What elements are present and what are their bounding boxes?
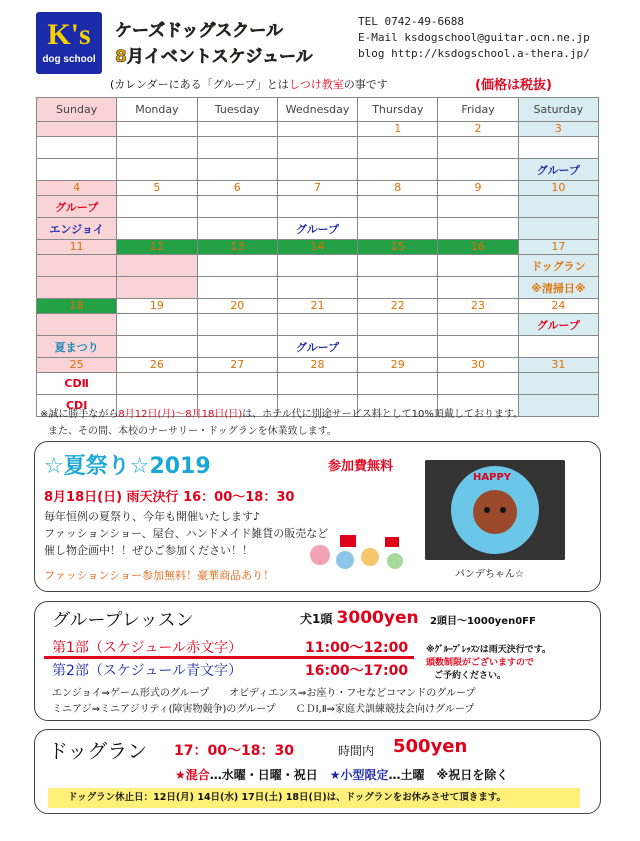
dogrun-within: 時間内 xyxy=(338,744,375,758)
divider xyxy=(44,656,414,659)
calendar-date: 23 xyxy=(438,299,518,314)
calendar-event xyxy=(518,395,598,417)
calendar-date: 30 xyxy=(438,358,518,373)
calendar-date: 3 xyxy=(518,122,598,137)
calendar-date: 15 xyxy=(358,240,438,255)
day-header-sunday: Sunday xyxy=(37,98,117,122)
calendar-event xyxy=(197,255,277,277)
calendar-event xyxy=(358,373,438,395)
calendar-event xyxy=(438,218,518,240)
contact-info xyxy=(358,14,590,62)
calendar-event xyxy=(37,314,117,336)
festival-body-3: 催し物企画中！！ぜひご参加ください！！ xyxy=(44,544,253,557)
calendar-date: 1 xyxy=(358,122,438,137)
calendar-note xyxy=(110,76,388,92)
calendar-event xyxy=(117,314,197,336)
dog-photo xyxy=(425,460,565,560)
calendar-event xyxy=(358,255,438,277)
calendar-event xyxy=(277,159,357,181)
group-definition-2: ミニアジ⇒ミニアジリティ(障害物競争)のグループ ＣＤⅠ,Ⅱ⇒家庭犬訓練競技会向けグループ xyxy=(52,704,475,715)
group-second-dog: 2頭目～1000yen0FF xyxy=(430,616,536,627)
calendar-date: 16 xyxy=(438,240,518,255)
calendar-date: 17 xyxy=(518,240,598,255)
calendar-date xyxy=(117,122,197,137)
festival-title: ☆夏祭り☆2019 xyxy=(44,454,211,479)
group-title: グループレッスン xyxy=(52,610,194,631)
calendar-event xyxy=(117,255,197,277)
photo-caption: パンデちゃん☆ xyxy=(455,569,524,580)
calendar-event xyxy=(117,373,197,395)
group-time-1: 11:00～12:00 xyxy=(305,640,409,656)
festival-date: 8月18日(日) 雨天決行 16：00～18：30 xyxy=(44,490,295,505)
calendar xyxy=(36,97,599,417)
group-price-value: 3000yen xyxy=(336,608,419,628)
calendar-event xyxy=(518,373,598,395)
calendar-event: ※清掃日※ xyxy=(518,277,598,299)
calendar-event xyxy=(518,196,598,218)
notice-post: は、ホテル代に別途サービス料として10%頂戴しております。 xyxy=(242,409,524,420)
calendar-event xyxy=(117,137,197,159)
calendar-date: 8 xyxy=(358,181,438,196)
calendar-event: エンジョイ xyxy=(37,218,117,240)
calendar-date xyxy=(277,122,357,137)
contact-tel: TEL 0742-49-6688 xyxy=(358,15,464,28)
calendar-date: 19 xyxy=(117,299,197,314)
calendar-date: 26 xyxy=(117,358,197,373)
calendar-event xyxy=(277,196,357,218)
calendar-event xyxy=(197,314,277,336)
calendar-event: 夏まつり xyxy=(37,336,117,358)
calendar-date: 6 xyxy=(197,181,277,196)
logo-text: K's xyxy=(47,18,91,51)
calendar-event xyxy=(197,336,277,358)
calendar-event xyxy=(358,137,438,159)
calendar-event: グループ xyxy=(518,159,598,181)
calendar-event xyxy=(358,159,438,181)
calendar-event: グループ xyxy=(277,336,357,358)
group-part-1: 第1部（スケジュール赤文字） xyxy=(52,640,243,656)
calendar-event xyxy=(117,159,197,181)
dogrun-mixed-days: …水曜・日曜・祝日 xyxy=(209,768,330,782)
calendar-event xyxy=(117,218,197,240)
calendar-event: グループ xyxy=(518,314,598,336)
calendar-date: 12 xyxy=(117,240,197,255)
calendar-date: 28 xyxy=(277,358,357,373)
calendar-date: 13 xyxy=(197,240,277,255)
calendar-event xyxy=(438,255,518,277)
calendar-event xyxy=(518,336,598,358)
group-note-3: ご予約ください。 xyxy=(434,671,507,681)
contact-email[interactable]: E-Mail ksdogschool@guitar.ocn.ne.jp xyxy=(358,31,590,44)
group-part-2: 第2部（スケジュール青文字） xyxy=(52,663,243,679)
group-note-2: 頭数制限がございますので xyxy=(426,658,535,668)
calendar-date: 9 xyxy=(438,181,518,196)
calendar-event xyxy=(438,373,518,395)
festival-illustration xyxy=(300,525,420,584)
calendar-date: 18 xyxy=(37,299,117,314)
calendar-date: 14 xyxy=(277,240,357,255)
calendar-event xyxy=(277,277,357,299)
calendar-event xyxy=(197,277,277,299)
calendar-date: 2 xyxy=(438,122,518,137)
calendar-date: 29 xyxy=(358,358,438,373)
dogrun-time: 17：00～18：30 xyxy=(174,743,294,759)
day-header-saturday: Saturday xyxy=(518,98,598,122)
day-header-tuesday: Tuesday xyxy=(197,98,277,122)
calendar-event: CDⅡ xyxy=(37,373,117,395)
festival-body-1: 毎年恒例の夏祭り、今年も開催いたします♪ xyxy=(44,510,261,523)
calendar-event xyxy=(197,218,277,240)
calendar-event xyxy=(277,373,357,395)
group-price xyxy=(300,608,419,628)
calendar-date: 7 xyxy=(277,181,357,196)
calendar-date: 10 xyxy=(518,181,598,196)
calendar-event xyxy=(197,196,277,218)
notice-line-1 xyxy=(40,405,523,420)
calendar-event: グループ xyxy=(37,196,117,218)
calendar-event xyxy=(197,373,277,395)
calendar-event xyxy=(518,218,598,240)
calendar-event xyxy=(117,196,197,218)
notice-pre: ※誠に勝手ながら xyxy=(40,409,119,420)
day-header-thursday: Thursday xyxy=(358,98,438,122)
calendar-event: グループ xyxy=(277,218,357,240)
calendar-event xyxy=(37,137,117,159)
calendar-event xyxy=(197,159,277,181)
day-header-wednesday: Wednesday xyxy=(277,98,357,122)
dogrun-small-days: …土曜 ※祝日を除く xyxy=(388,768,509,782)
calendar-event xyxy=(37,277,117,299)
calendar-date: 25 xyxy=(37,358,117,373)
calendar-event xyxy=(438,196,518,218)
group-note-1: ※ｸﾞﾙｰﾌﾟﾚｯｽﾝは雨天決行です。 xyxy=(426,645,552,655)
calendar-event xyxy=(37,255,117,277)
calendar-event xyxy=(358,277,438,299)
day-header-friday: Friday xyxy=(438,98,518,122)
calendar-date: 31 xyxy=(518,358,598,373)
calendar-event xyxy=(277,137,357,159)
calendar-event xyxy=(358,218,438,240)
notice-dates: 8月12日(月)～8月18日(日) xyxy=(118,409,243,420)
calendar-event xyxy=(438,314,518,336)
logo-subtext: dog school xyxy=(42,54,96,65)
contact-blog[interactable]: blog http://ksdogschool.a-thera.jp/ xyxy=(358,47,590,60)
calendar-event xyxy=(117,277,197,299)
festival-fee: 参加費無料 xyxy=(328,459,394,474)
group-definition-1: エンジョイ⇒ゲーム形式のグループ オビディエンス⇒お座り・フセなどコマンドのグループ xyxy=(52,688,476,699)
calendar-event xyxy=(438,159,518,181)
calendar-event xyxy=(197,137,277,159)
calendar-event xyxy=(358,196,438,218)
group-price-label: 犬1頭 xyxy=(300,612,333,626)
dogrun-closed-notice: ドッグラン休止日：12日(月) 14日(水) 17日(土) 18日(日)は、ドッグランをお休みさせて頂きます。 xyxy=(48,788,580,808)
group-time-2: 16:00～17:00 xyxy=(305,663,409,679)
dogrun-title: ドッグラン xyxy=(48,739,148,763)
school-name: ケーズドッグスクール xyxy=(115,21,283,41)
calendar-event xyxy=(358,336,438,358)
calendar-date xyxy=(197,122,277,137)
calendar-event xyxy=(117,336,197,358)
calendar-date: 4 xyxy=(37,181,117,196)
page-title: 8月イベントスケジュール xyxy=(115,47,313,67)
calendar-date: 22 xyxy=(358,299,438,314)
dogrun-schedule xyxy=(175,766,508,783)
dogrun-small: ★小型限定 xyxy=(329,768,389,782)
notice-line-2: また、その間、本校のナーサリー・ドッグランを休業致します。 xyxy=(48,426,337,437)
calendar-date: 20 xyxy=(197,299,277,314)
dogrun-mixed: ★混合 xyxy=(175,768,210,782)
calendar-event xyxy=(438,336,518,358)
calendar-event xyxy=(358,314,438,336)
festival-promo: ファッションショー参加無料！豪華商品あり！ xyxy=(44,569,275,582)
calendar-date: 27 xyxy=(197,358,277,373)
calendar-event xyxy=(277,255,357,277)
logo xyxy=(36,12,102,74)
calendar-date xyxy=(37,122,117,137)
calendar-date: 24 xyxy=(518,299,598,314)
calendar-event: ドッグラン xyxy=(518,255,598,277)
day-header-monday: Monday xyxy=(117,98,197,122)
dogrun-price: 500yen xyxy=(393,736,468,757)
calendar-event xyxy=(438,277,518,299)
calendar-event xyxy=(277,314,357,336)
calendar-event xyxy=(37,159,117,181)
calendar-note-highlight: しつけ教室 xyxy=(288,78,344,91)
calendar-note-post: の事です xyxy=(343,78,388,91)
festival-body-2: ファッションショー、屋台、ハンドメイド雑貨の販売など xyxy=(44,527,329,540)
calendar-event: CDⅠ xyxy=(37,395,117,417)
calendar-date: 11 xyxy=(37,240,117,255)
calendar-event xyxy=(438,137,518,159)
photo-text: HAPPY xyxy=(473,472,512,483)
calendar-date: 5 xyxy=(117,181,197,196)
calendar-note-pre: (カレンダーにある「グループ」とは xyxy=(110,78,289,91)
price-note: (価格は税抜) xyxy=(475,78,552,93)
calendar-date: 21 xyxy=(277,299,357,314)
calendar-event xyxy=(518,137,598,159)
